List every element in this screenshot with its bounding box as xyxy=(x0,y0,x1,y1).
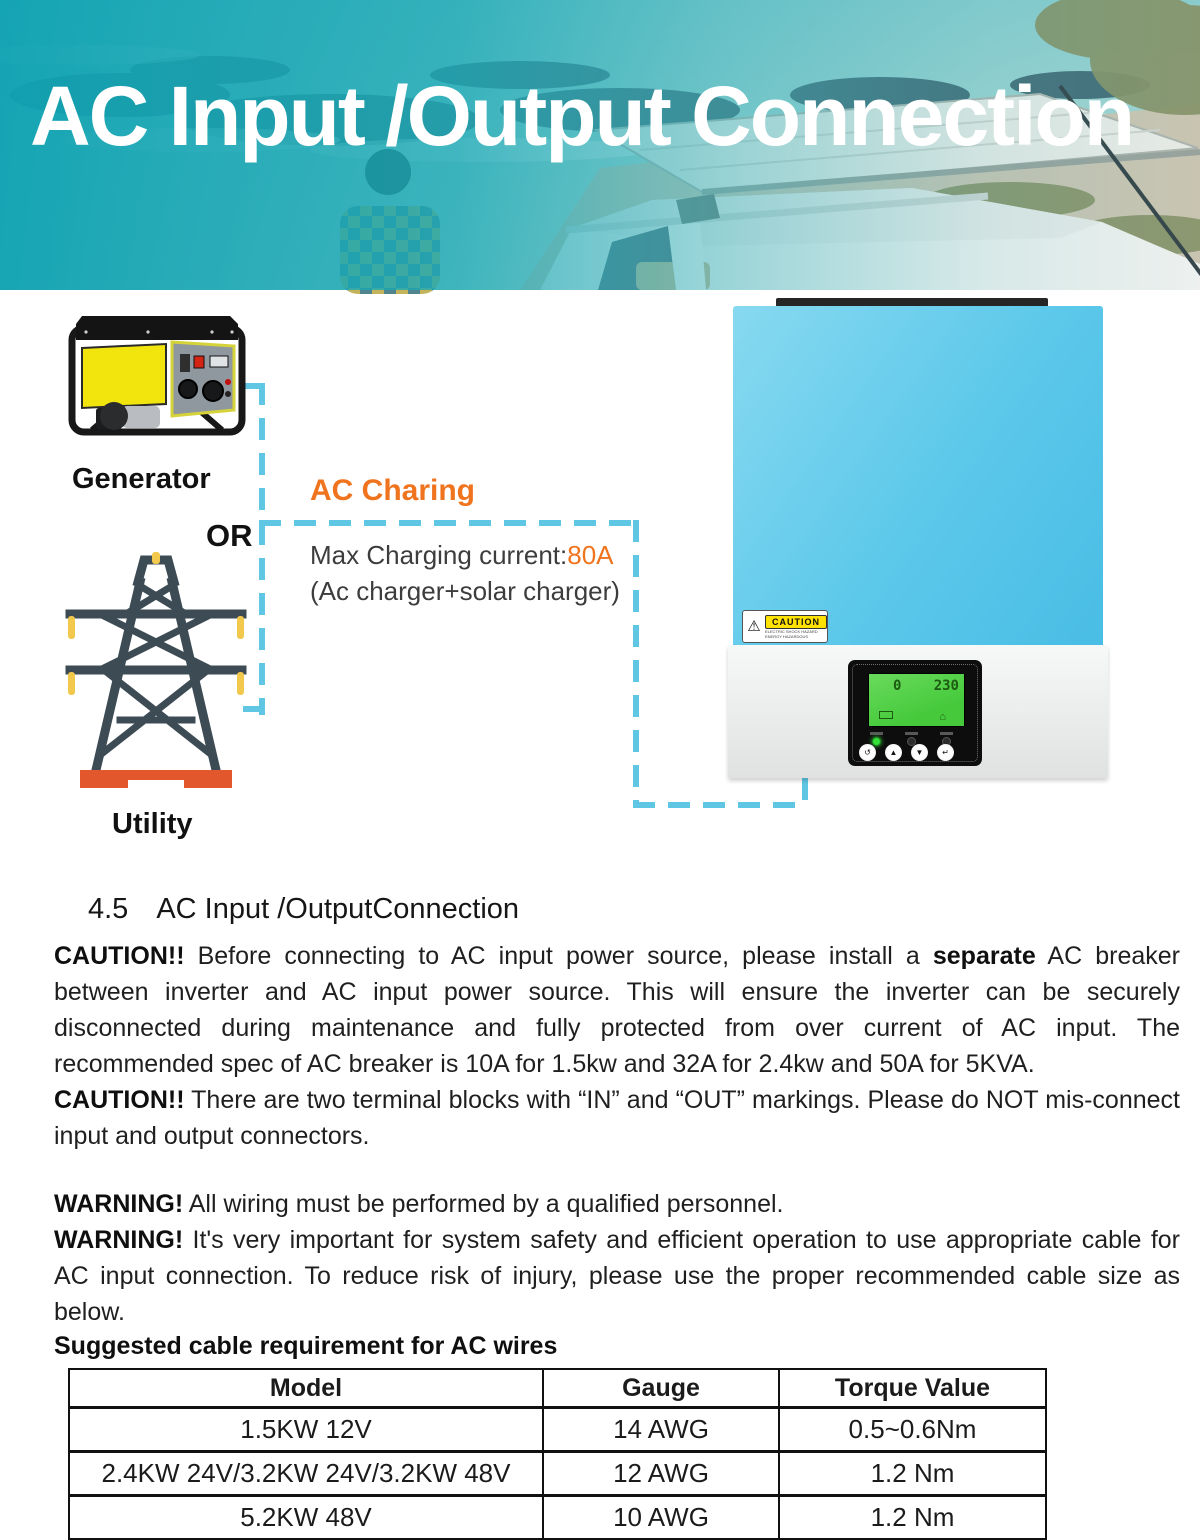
house-icon: ⌂ xyxy=(939,711,946,723)
dashed-connector xyxy=(633,802,808,808)
section-heading: 4.5 AC Input /OutputConnection xyxy=(88,893,520,925)
battery-icon xyxy=(879,711,893,719)
ac-charging-note: Max Charging current:80A (Ac charger+solar charger) xyxy=(310,540,620,606)
enter-button: ↵ xyxy=(937,744,954,761)
warnings-block xyxy=(54,1186,1180,1362)
dashed-connector xyxy=(633,520,639,808)
lcd-button-row xyxy=(859,744,971,761)
cable-spec-table xyxy=(68,1368,1047,1540)
up-button: ▲ xyxy=(885,744,902,761)
warning-paragraph-2: WARNING! It's very important for system safety and efficient operation to use appropriate cable for AC input connection. To reduce risk of injury, please use the proper recommended cable size as below. xyxy=(54,1226,1180,1326)
table-row: 2.4KW 24V/3.2KW 24V/3.2KW 48V 12 AWG 1.2 Nm xyxy=(69,1452,1046,1496)
or-label: OR xyxy=(206,518,253,553)
table-caption: Suggested cable requirement for AC wires xyxy=(54,1332,558,1360)
table-header-row xyxy=(69,1369,1046,1408)
inverter-product xyxy=(728,293,1108,785)
warning-paragraph-1: WARNING! All wiring must be performed by a qualified personnel. xyxy=(54,1190,784,1218)
caution-sticker: ⚠ CAUTION ELECTRIC SHOCK HAZARD ENERGY HAZARDOUS xyxy=(742,610,828,643)
connection-diagram xyxy=(0,290,1200,890)
lcd-value-right: 230 xyxy=(933,678,959,694)
manual-text-section xyxy=(0,890,1200,1540)
caution-sticker-title: CAUTION xyxy=(765,615,827,629)
ac-charging-title: AC Charing xyxy=(310,474,475,507)
col-header-torque: Torque Value xyxy=(779,1369,1046,1408)
inverter-front-panel xyxy=(733,306,1103,646)
caution-paragraph-1: CAUTION!! Before connecting to AC input power source, please install a separate AC breaker between inverter and AC input power source. This will ensure the inverter can be securely disconnected during maintenance and fully protected from over current of AC input. The recommended spec of AC breaker is 10A for 1.5kw and 32A for 2.4kw and 50A for 5KVA. xyxy=(54,942,1180,1078)
dashed-connector xyxy=(259,520,638,526)
inverter-lower-body xyxy=(728,645,1108,778)
lcd-value-left: 0 xyxy=(893,678,902,694)
down-button: ▼ xyxy=(911,744,928,761)
table-row: 1.5KW 12V 14 AWG 0.5~0.6Nm xyxy=(69,1408,1046,1452)
lcd-control-panel xyxy=(848,660,982,766)
col-header-gauge: Gauge xyxy=(543,1369,779,1408)
dashed-connector xyxy=(243,706,267,712)
dashed-connector xyxy=(259,383,265,715)
caution-paragraph-2: CAUTION!! There are two terminal blocks with “IN” and “OUT” markings. Please do NOT mis-connect input and output connectors. xyxy=(54,1086,1180,1150)
table-row: 5.2KW 48V 10 AWG 1.2 Nm xyxy=(69,1496,1046,1540)
generator-illustration xyxy=(62,310,252,450)
col-header-model: Model xyxy=(69,1369,543,1408)
charging-current-value: 80A xyxy=(567,540,614,570)
esc-button: ↺ xyxy=(859,744,876,761)
page-title: AC Input /Output Connection xyxy=(30,69,1134,163)
utility-tower-illustration xyxy=(66,552,246,802)
warning-triangle-icon: ⚠ xyxy=(747,618,761,635)
utility-label: Utility xyxy=(112,808,193,840)
generator-label: Generator xyxy=(72,463,211,495)
lcd-screen xyxy=(868,673,965,727)
hero-banner xyxy=(0,0,1200,290)
